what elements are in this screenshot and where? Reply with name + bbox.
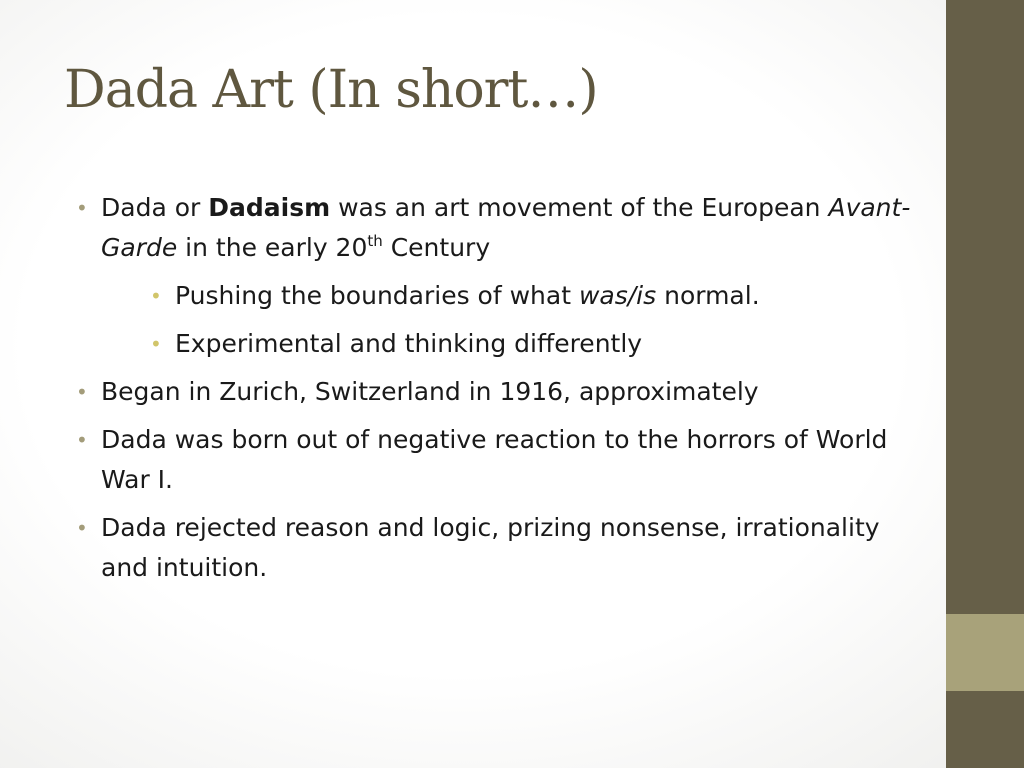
bullet-text: in the early 20 bbox=[177, 233, 368, 262]
bullet-text: Pushing the boundaries of what bbox=[175, 281, 579, 310]
sub-bullet-dot-icon: • bbox=[150, 332, 162, 356]
bullet-item bbox=[76, 372, 916, 412]
sidebar-accent-block bbox=[946, 614, 1024, 691]
bullet-text: Century bbox=[382, 233, 491, 262]
bullet-dot-icon: • bbox=[76, 380, 88, 404]
bullet-dot-icon: • bbox=[76, 428, 88, 452]
sub-bullet-item bbox=[150, 324, 916, 364]
bullet-item bbox=[76, 188, 916, 268]
bullet-item bbox=[76, 420, 916, 500]
bullet-text: Dada was born out of negative reaction to the horrors of World War I. bbox=[101, 425, 888, 494]
bullet-text: was an art movement of the European bbox=[330, 193, 829, 222]
decorative-sidebar bbox=[946, 0, 1024, 768]
sub-bullet-dot-icon: • bbox=[150, 284, 162, 308]
bullet-dot-icon: • bbox=[76, 196, 88, 220]
bullet-superscript: th bbox=[367, 232, 383, 250]
bullet-italic-text: was/is bbox=[578, 281, 657, 310]
bullet-text: Dada rejected reason and logic, prizing nonsense, irrationality and intuition. bbox=[101, 513, 880, 582]
bullet-italic-text: Avant-Garde bbox=[101, 193, 911, 262]
bullet-text: Dada or bbox=[101, 193, 209, 222]
bullet-dot-icon: • bbox=[76, 516, 88, 540]
bullet-text: Began in Zurich, Switzerland in 1916, approximately bbox=[101, 377, 759, 406]
sub-bullet-item bbox=[150, 276, 916, 316]
bullet-text: Experimental and thinking differently bbox=[175, 329, 643, 358]
bullet-bold-text: Dadaism bbox=[208, 193, 331, 222]
bullet-list bbox=[76, 188, 916, 596]
slide-title: Dada Art (In short…) bbox=[64, 60, 598, 120]
bullet-text: normal. bbox=[656, 281, 760, 310]
bullet-item bbox=[76, 508, 916, 588]
